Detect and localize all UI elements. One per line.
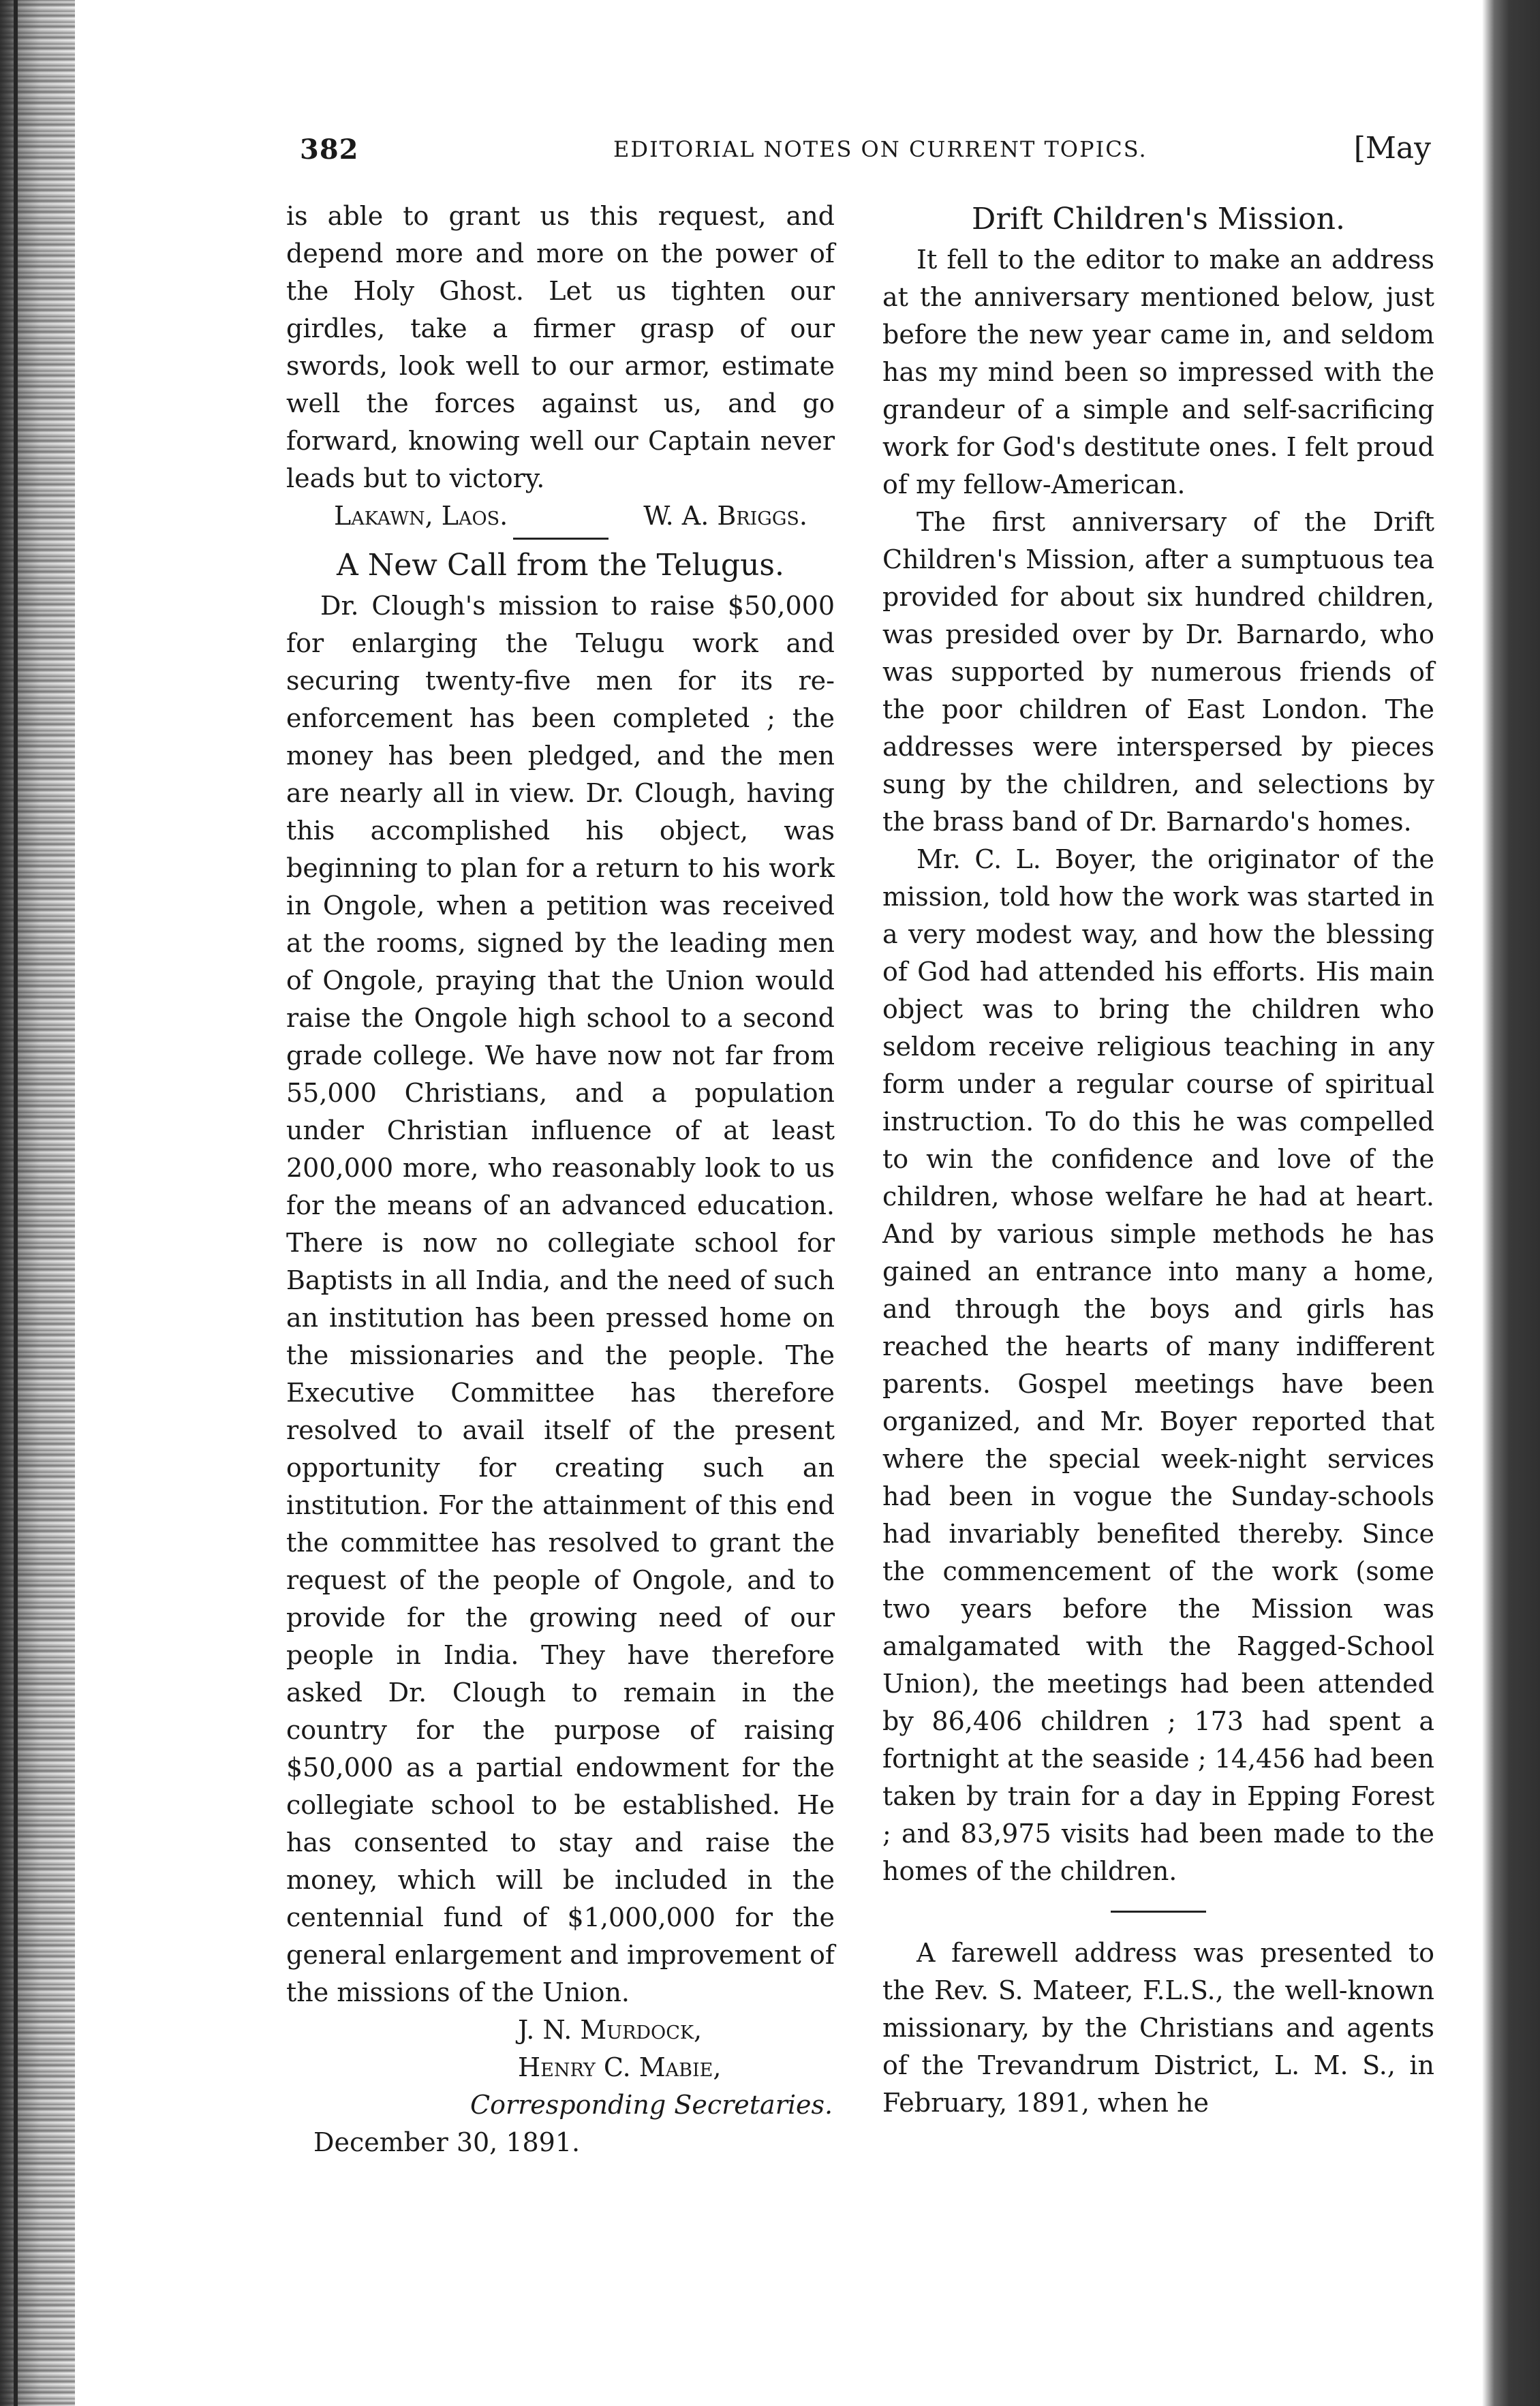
drift-paragraph-2: The first anniversary of the Drift Children's Mission, after a sumptuous tea provided for about six hundred children, was presided over by Dr. Barnardo, who was supported by numerous friends of the poor children of East London. The addresses were interspersed by pieces sung by the children, and selections by the brass band of Dr. Barnardo's homes. — [882, 507, 1434, 837]
signer-mabie: Henry C. Mabie, — [518, 2052, 722, 2082]
intro-signature — [286, 497, 835, 535]
scanned-right-margin — [1482, 0, 1540, 2406]
running-head: EDITORIAL NOTES ON CURRENT TOPICS. — [613, 136, 1148, 162]
drift-paragraph-3: Mr. C. L. Boyer, the originator of the mission, told how the work was started in a very modest way, and how the blessing of God had attended his efforts. His main object was to bring the children who seldom receive religious teaching in any form under a regular course of spiritual instruction. To do this he was compelled to win the confidence and love of the children, whose welfare he had at heart. And by various simple methods he has gained an entrance into many a home, and through the boys and girls has reached the hearts of many indifferent parents. Gospel meetings have been organized, and Mr. Boyer reported that where the special week-night services had been in vogue the Sunday-schools had invariably benefited thereby. Since the commencement of the work (some two years before the Mission was amalgamated with the Ragged-School Union), the meetings had been attended by 86,406 children ; 173 had spent a fortnight at the seaside ; 14,456 had been taken by train for a day in Epping Forest ; and 83,975 visits had been made to the homes of the children. — [882, 844, 1434, 1886]
farewell-paragraph: A farewell address was presented to the Rev. S. Mateer, F.L.S., the well-known missionary, by the Christians and agents of the Trevandrum District, L. M. S., in February, 1891, when he — [882, 1938, 1434, 2118]
intro-paragraph: is able to grant us this request, and depend more and more on the power of the Holy Ghost. Let us tighten our girdles, take a firmer grasp of our swords, look well to our armor, estimate well the forces against us, and go forward, knowing well our Captain never leads but to victory. — [286, 201, 835, 493]
section-divider-right — [1111, 1911, 1206, 1913]
drift-paragraph-1: It fell to the editor to make an address at the anniversary mentioned below, just before the new year came in, and seldom has my mind been so impressed with the grandeur of a simple and self-sacrificing work for God's destitute ones. I felt proud of my fellow-American. — [882, 245, 1434, 499]
signer-murdock: J. N. Murdock, — [518, 2015, 703, 2045]
letter-date: December 30, 1891. — [313, 2127, 581, 2157]
page-number: 382 — [300, 134, 359, 166]
telugus-paragraph: Dr. Clough's mission to raise $50,000 for enlarging the Telugu work and securing twenty-five men for its re-enforcement has been completed ; the money has been pledged, and the men are nearly all in view. Dr. Clough, having this accomplished his object, was beginning to plan for a return to his work in Ongole, when a petition was received at the rooms, signed by the leading men of Ongole, praying that the Union would raise the Ongole high school to a second grade college. We have now not far from 55,000 Christians, and a population under Christian influence of at least 200,000 more, who reasonably look to us for the means of an advanced education. There is now no collegiate school for Baptists in all India, and the need of such an institution has been pressed home on the missionaries and the people. The Executive Committee has therefore resolved to avail itself of the present opportunity for creating such an institution. For the attainment of this end the committee has resolved to grant the request of the people of Ongole, and to provide for the growing need of our people in India. They have therefore asked Dr. Clough to remain in the country for the purpose of raising $50,000 as a partial endowment for the collegiate school to be established. He has consented to stay and raise the money, which will be included in the centennial fund of $1,000,000 for the general enlargement and improvement of the missions of the Union. — [286, 591, 835, 2007]
scanned-binding-edge — [0, 0, 75, 2406]
running-head-month: [May — [1353, 131, 1431, 166]
left-column — [286, 198, 835, 2161]
page-header — [300, 131, 1431, 174]
intro-place: Lakawn, Laos. — [334, 501, 508, 531]
article-title-telugus: A New Call from the Telugus. — [337, 548, 784, 583]
signer-role: Corresponding Secretaries. — [470, 2090, 833, 2120]
intro-signer: W. A. Briggs. — [643, 501, 807, 531]
right-column — [882, 198, 1434, 2122]
article-title-drift-children: Drift Children's Mission. — [972, 202, 1345, 236]
section-divider — [513, 538, 609, 540]
